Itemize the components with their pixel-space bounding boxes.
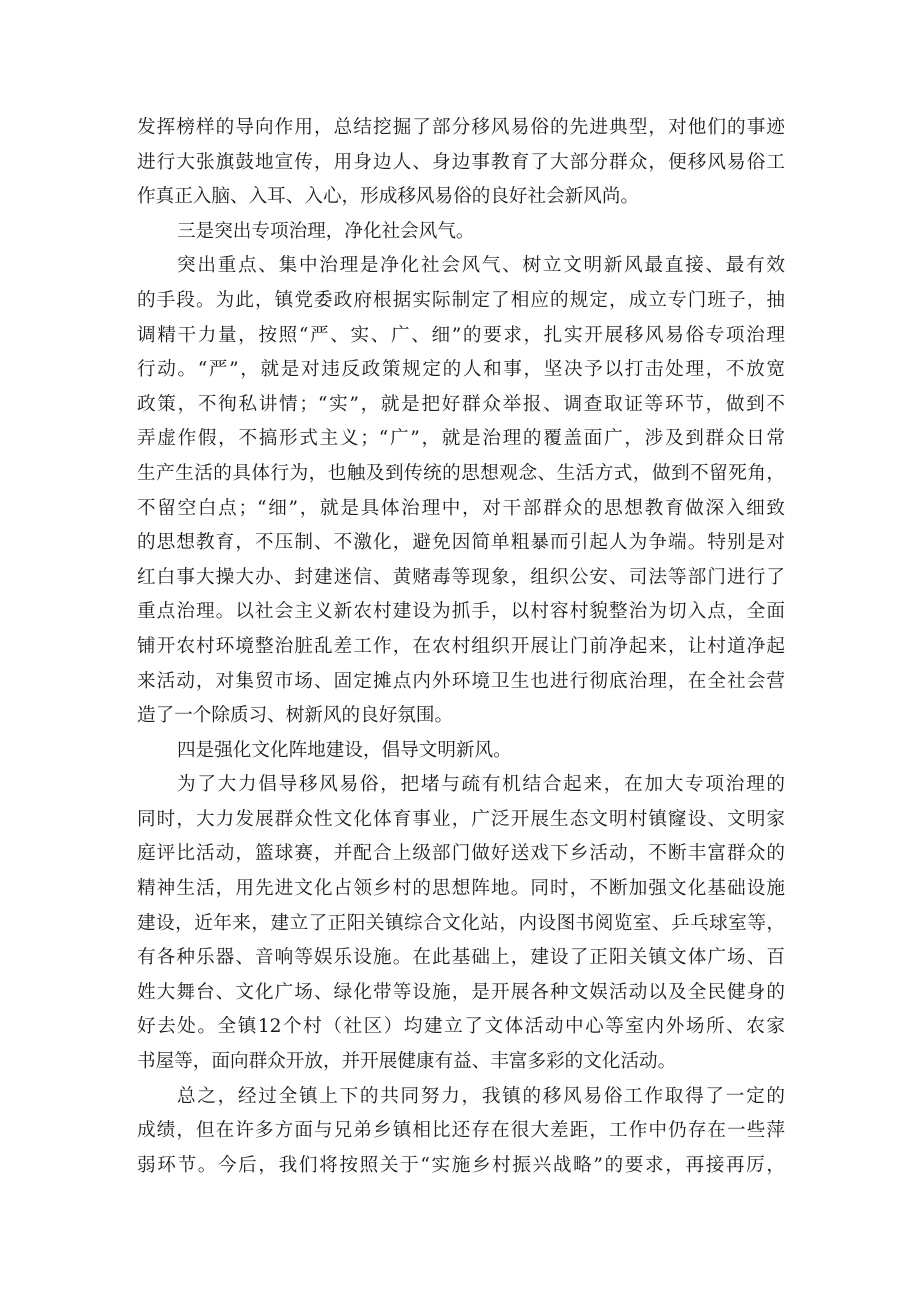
section-heading: 三是突出专项治理，净化社会风气。 (177, 220, 475, 242)
text-line: 的思想教育，不压制、不激化，避免因简单粗暴而引起人为争端。特别是对 (137, 532, 785, 554)
text-line: 政策，不徇私讲情；“实”，就是把好群众举报、调查取证等环节，做到不 (137, 393, 785, 415)
text-line: 成绩，但在许多方面与兄弟乡镇相比还存在很大差距，工作中仍存在一些萍 (137, 1120, 785, 1142)
text-line: 红白事大操大办、封建迷信、黄赌毒等现象，组织公安、司法等部门进行了 (137, 566, 785, 588)
text-line: 同时，大力发展群众性文化体育事业，广泛开展生态文明村镇窿设、文明家 (137, 808, 785, 830)
text-line: 来活动，对集贸市场、固定摊点内外环境卫生也进行彻底治理，在全社会营 (137, 670, 785, 692)
text-line: 好去处。全镇12个村（社区）均建立了文体活动中心等室内外场所、农家 (137, 1016, 785, 1038)
text-line: 姓大舞台、文化广场、绿化带等设施，是开展各种文娱活动以及全民健身的 (137, 981, 785, 1003)
text-line: 铺开农村环境整治脏乱差工作，在农村组织开展让门前净起来，让村道净起 (137, 635, 785, 657)
text-line: 不留空白点；“细”，就是具体治理中，对干部群众的思想教育做深入细致 (137, 497, 785, 519)
text-line: 进行大张旗鼓地宣传，用身边人、身边事教育了大部分群众，便移风易俗工 (137, 151, 785, 173)
text-line: 建设，近年来，建立了正阳关镇综合文化站，内设图书阅览室、乒乓球室等， (137, 912, 785, 934)
section-heading: 四是强化文化阵地建设，倡导文明新风。 (177, 739, 512, 761)
text-line: 重点治理。以社会主义新农村建设为抓手，以村容村貌整治为切入点，全面 (137, 601, 785, 623)
text-line: 行动。“严”，就是对违反政策规定的人和事，坚决予以打击处理，不放宽 (137, 359, 785, 381)
text-line: 调精干力量，按照“严、实、广、细”的要求，扎实开展移风易俗专项治理 (137, 324, 785, 346)
text-line: 弄虚作假，不搞形式主义；“广”，就是治理的覆盖面广，涉及到群众日常 (137, 428, 785, 450)
text-line: 发挥榜样的导向作用，总结挖掘了部分移风易俗的先进典型，对他们的事迹 (137, 117, 785, 138)
text-line: 书屋等，面向群众开放，并开展健康有益、丰富多彩的文化活动。 (137, 1051, 677, 1073)
text-line: 弱环节。今后，我们将按照关于“实施乡村振兴战略”的要求，再接再厉， (137, 1154, 785, 1176)
text-line: 造了一个除质习、树新风的良好氛围。 (137, 705, 454, 727)
text-line: 为了大力倡导移风易俗，把堵与疏有机结合起来，在加大专项治理的 (177, 774, 785, 796)
text-line: 庭评比活动，篮球赛，并配合上级部门做好送戏下乡活动，不断丰富群众的 (137, 843, 785, 865)
text-line: 精神生活，用先进文化占领乡村的思想阵地。同时，不断加强文化基础设施 (137, 878, 785, 900)
text-line: 作真正入脑、入耳、入心，形成移风易俗的良好社会新风尚。 (137, 186, 640, 208)
text-line: 的手段。为此，镇党委政府根据实际制定了相应的规定，成立专门班子，抽 (137, 289, 785, 311)
document-page (137, 111, 785, 1183)
text-line: 总之，经过全镇上下的共同努力，我镇的移风易俗工作取得了一定的 (177, 1085, 785, 1107)
text-line: 突出重点、集中治理是净化社会风气、树立文明新风最直接、最有效 (177, 255, 785, 277)
text-line: 有各种乐器、音响等娱乐设施。在此基础上，建设了正阳关镇文体广场、百 (137, 947, 785, 969)
text-line: 生产生活的具体行为，也触及到传统的思想观念、生活方式，做到不留死角， (137, 462, 785, 484)
